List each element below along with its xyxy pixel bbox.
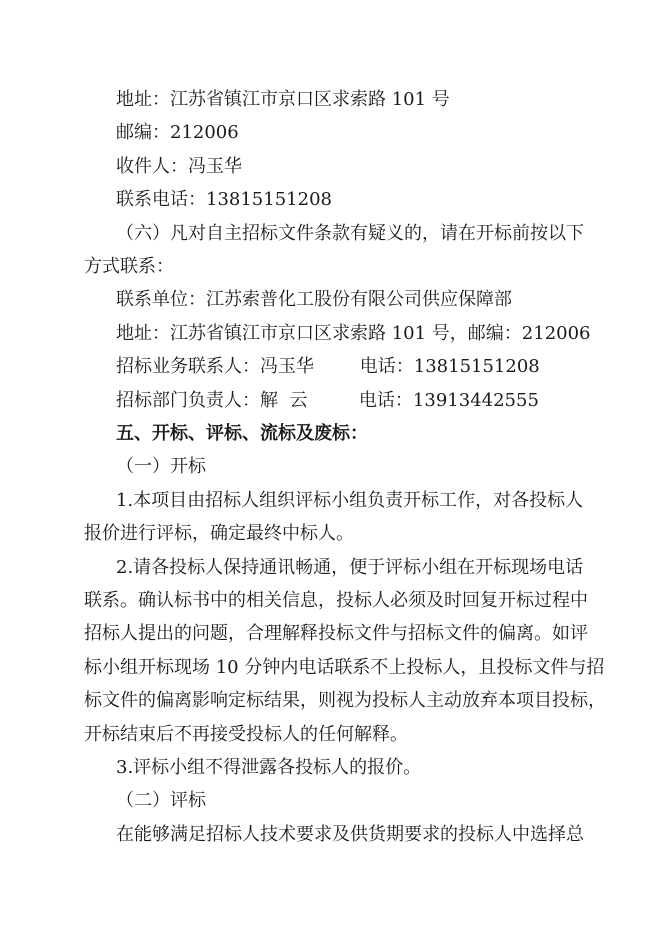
text-line: 3.评标小组不得泄露各投标人的报价。 <box>116 757 422 778</box>
text-line: 联系电话：13815151208 <box>116 189 332 211</box>
text-line: 1.本项目由招标人组织评标小组负责开标工作，对各投标人 <box>116 489 584 511</box>
text-line: 联系单位：江苏索普化工股份有限公司供应保障部 <box>116 289 512 311</box>
text-line: 邮编：212006 <box>116 122 239 144</box>
text-line: 方式联系： <box>84 256 174 277</box>
text-line: 地址：江苏省镇江市京口区求索路 101 号 <box>116 89 450 110</box>
text-line: （二）评标 <box>116 790 206 812</box>
text-line: 在能够满足招标人技术要求及供货期要求的投标人中选择总 <box>116 823 584 845</box>
text-line: 收件人：冯玉华 <box>116 155 242 177</box>
text-line: （一）开标 <box>116 456 206 478</box>
text-line: 地址：江苏省镇江市京口区求索路 101 号，邮编：212006 <box>116 322 591 344</box>
section-heading: 五、开标、评标、流标及废标： <box>116 423 368 444</box>
text-line: 招标人提出的问题，合理解释投标文件与招标文件的偏离。如评 <box>84 623 588 645</box>
text-line: 开标结束后不再接受投标人的任何解释。 <box>84 723 408 745</box>
text-line: （六）凡对自主招标文件条款有疑义的，请在开标前按以下 <box>116 222 584 244</box>
text-line: 招标业务联系人：冯玉华 电话：13815151208 <box>116 356 540 378</box>
text-line: 招标部门负责人：解 云 电话：13913442555 <box>116 389 539 411</box>
text-line: 报价进行评标，确定最终中标人。 <box>84 523 354 545</box>
text-line: 联系。确认标书中的相关信息，投标人必须及时回复开标过程中 <box>84 590 588 611</box>
text-line: 标小组开标现场 10 分钟内电话联系不上投标人，且投标文件与招 <box>84 656 605 678</box>
text-line: 标文件的偏离影响定标结果，则视为投标人主动放弃本项目投标， <box>84 690 606 712</box>
text-line: 2.请各投标人保持通讯畅通，便于评标小组在开标现场电话 <box>116 556 584 578</box>
